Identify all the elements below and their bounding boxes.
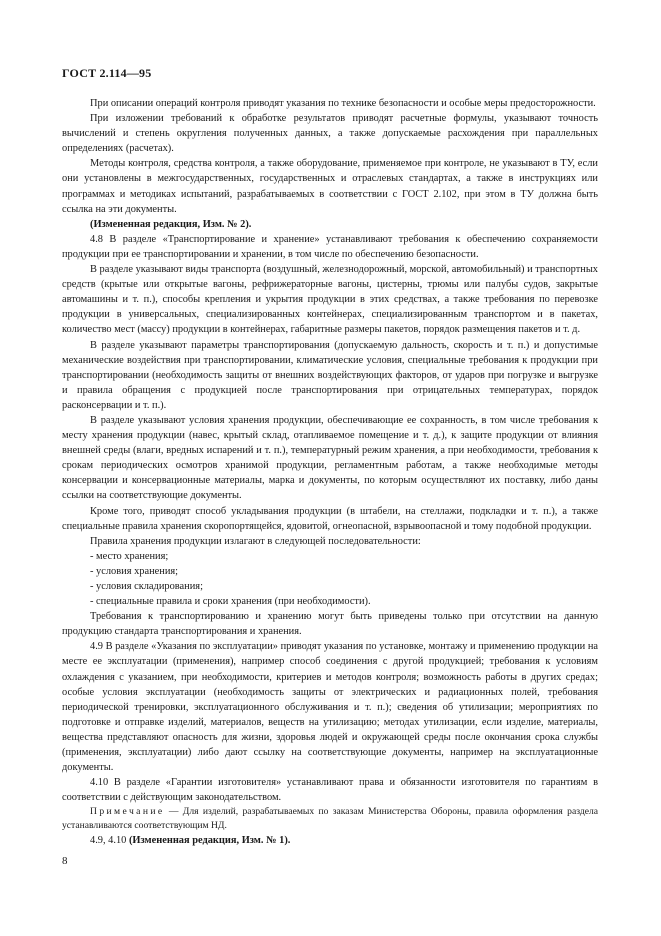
paragraph: Кроме того, приводят способ укладывания продукции (в штабели, на стеллажи, подкладки и т. п.), а также специальные правила хранения скоропортящейся, ядовитой, огнеопасной, взрывоопасной и тому подобной продукции. bbox=[62, 505, 598, 532]
paragraph: В разделе указывают условия хранения продукции, обеспечивающие ее сохранность, в том числе требования к месту хранения продукции (навес, крытый склад, отапливаемое помещение и т. д.), к защите продукции от влияния внешней среды (влаги, вредных испарений и т. п.), температурный режим хранения, а при необходимости, требования к срокам периодических осмотров хранимой продукции, регламентным работам, а также необходимые методы консервации и консервационные материалы, марка и документы, по которым осуществляют их поставку, либо даны ссылки на соответствующие документы. bbox=[62, 414, 598, 502]
document-header: ГОСТ 2.114—95 bbox=[62, 66, 152, 80]
paragraph: В разделе указывают параметры транспортирования (допускаемую дальность, скорость и т. п.) и допустимые механические воздействия при транспортировании, климатические условия, специальные требования к продукции при транспортировании (необходимость защиты от внешних воздействующих факторов, от ударов при погрузке и выгрузке и правила обращения с продукцией после транспортирования при отрицательных температурах, порядок расконсервации и т. п.). bbox=[62, 339, 598, 411]
document-body bbox=[62, 96, 598, 849]
amendment-note bbox=[62, 833, 598, 848]
paragraph: Методы контроля, средства контроля, а также оборудование, применяемое при контроле, не указывают в ТУ, если они установлены в межгосударственных, государственных и отраслевых стандартах, а также в инструкциях или программах и методиках испытаний, разрабатываемых в соответствии с ГОСТ 2.102, при этом в ТУ должна быть ссылка на эти документы. bbox=[62, 158, 598, 215]
page-number: 8 bbox=[62, 855, 68, 867]
paragraph: 4.8 В разделе «Транспортирование и хранение» устанавливают требования к обеспечению сохраняемости продукции при ее транспортировании и хранении, в том числе по обеспечению безопасности. bbox=[62, 233, 598, 260]
amendment-note: (Измененная редакция, Изм. № 2). bbox=[90, 218, 252, 230]
amendment-prefix: 4.9, 4.10 bbox=[90, 835, 129, 847]
amendment-text: (Измененная редакция, Изм. № 1). bbox=[128, 835, 291, 847]
note-label: Примечание bbox=[90, 806, 165, 818]
list-item: - условия хранения; bbox=[90, 565, 179, 577]
paragraph: При описании операций контроля приводят указания по технике безопасности и особые меры предосторожности. bbox=[90, 98, 596, 109]
list-item: - место хранения; bbox=[90, 550, 169, 562]
list-item: - специальные правила и сроки хранения (при необходимости). bbox=[90, 596, 371, 608]
paragraph: В разделе указывают виды транспорта (воздушный, железнодорожный, морской, автомобильный) и транспортных средств (крытые или открытые вагоны, рефрижераторные вагоны, цистерны, трюмы или палубы судов, закрытые автомашины и т. п.), способы крепления и укрытия продукции в этих средствах, а также требования по перевозке продукции в универсальных, специализированных контейнерах, специализированным транспортом и в пакетах, количество мест (массу) продукции в контейнерах, габаритные размеры пакетов, порядок размещения пакетов и т. д. bbox=[62, 264, 598, 336]
list-item: - условия складирования; bbox=[90, 581, 203, 592]
paragraph: Правила хранения продукции излагают в следующей последовательности: bbox=[90, 535, 421, 547]
paragraph: 4.10 В разделе «Гарантии изготовителя» устанавливают права и обязанности изготовителя по гарантиям в соответствии с действующим законодательством. bbox=[62, 777, 598, 804]
note-text: — Для изделий, разрабатываемых по заказам Министерства Обороны, правила оформления раздела устанавливаются соответствующим НД. bbox=[62, 806, 598, 832]
paragraph: 4.9 В разделе «Указания по эксплуатации» приводят указания по установке, монтажу и применению продукции на месте ее эксплуатации (применения), например способ соединения с другой продукцией; требования к условиям охлаждения с указанием, при необходимости, критериев и методов контроля; возможность работы в других средах; особые условия эксплуатации (необходимость защиты от электрических и радиационных полей, требования периодической тренировки, эксплуатационного обслуживания и т. п.); сведения об утилизации; мероприятиях по подготовке и отправке изделий, материалов, веществ на утилизацию; методах утилизации, если изделие, материалы, вещества представляют опасность для жизни, здоровья людей и окружающей среды после окончания срока службы (применения, эксплуатации) либо дают ссылку на соответствующие документы, например на эксплуатационные документы. bbox=[62, 641, 598, 774]
paragraph: При изложении требований к обработке результатов приводят расчетные формулы, указывают точность вычислений и степень округления полученных данных, а также допускаемые расхождения при параллельных определениях (расчетах). bbox=[62, 113, 598, 155]
paragraph: Требования к транспортированию и хранению могут быть приведены только при отсутствии на данную продукцию стандарта транспортирования и хранения. bbox=[62, 611, 598, 638]
note bbox=[62, 805, 598, 833]
